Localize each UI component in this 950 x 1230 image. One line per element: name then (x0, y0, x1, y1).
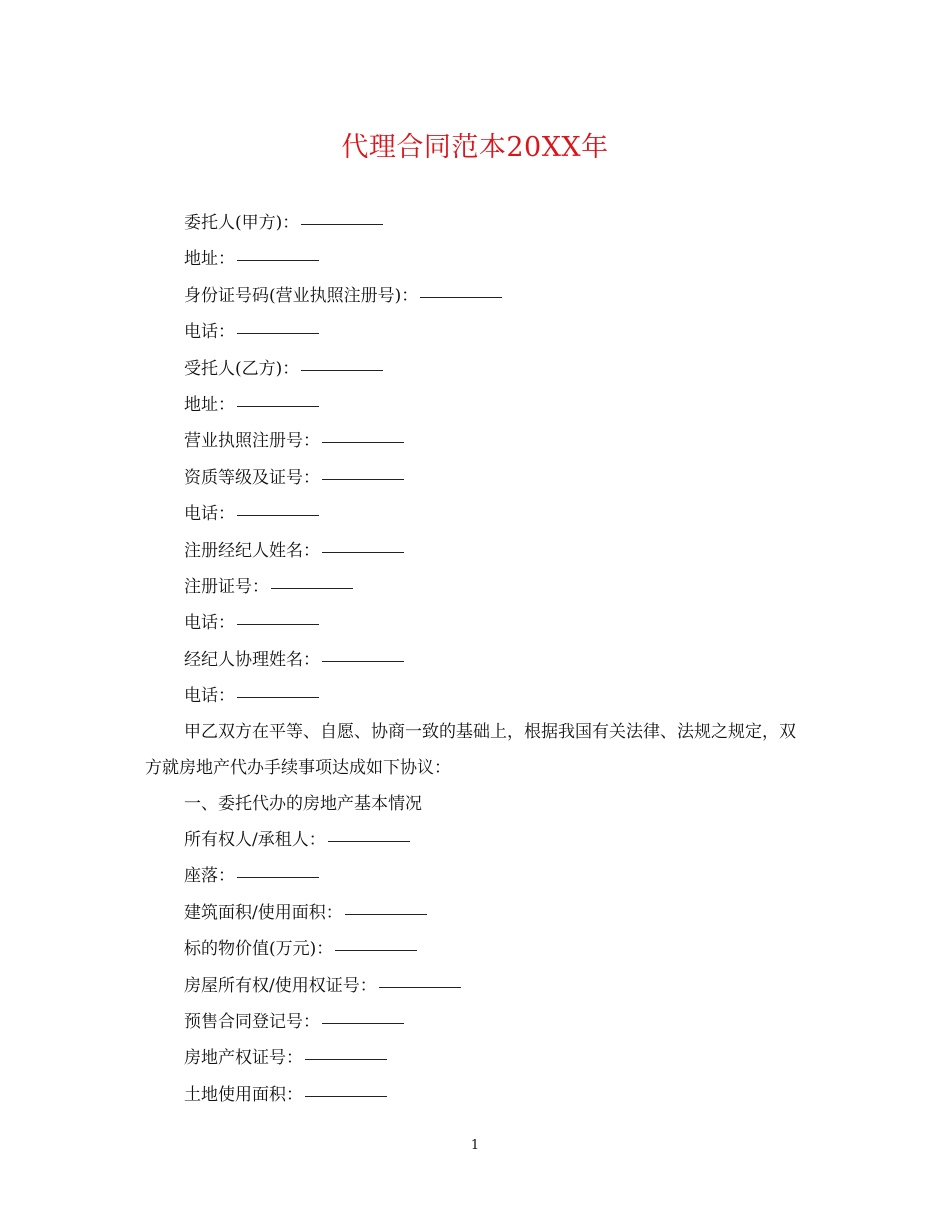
form-field-line (184, 931, 417, 967)
field-label: 营业执照注册号： (184, 431, 320, 452)
form-field-line (184, 278, 502, 314)
field-label: 地址： (184, 249, 235, 270)
field-label: 委托人(甲方)： (184, 213, 300, 233)
fill-in-blank (237, 332, 319, 334)
field-label: 受托人(乙方)： (184, 358, 300, 379)
fill-in-blank (237, 259, 319, 261)
page-number: 1 (470, 1138, 480, 1153)
form-field-line (184, 642, 404, 678)
fill-in-blank (237, 514, 319, 516)
fill-in-blank (237, 876, 319, 878)
fill-in-blank (301, 223, 383, 225)
form-field-line (184, 678, 319, 714)
fill-in-blank (322, 1022, 404, 1024)
fill-in-blank (305, 1058, 387, 1060)
form-field-line (184, 351, 383, 387)
field-label: 电话： (184, 504, 235, 525)
form-field-line (184, 205, 383, 241)
field-label: 标的物价值(万元)： (184, 939, 334, 960)
field-label: 注册经纪人姓名： (184, 540, 320, 561)
field-label: 电话： (184, 686, 235, 707)
field-label: 地址： (184, 395, 235, 415)
field-label: 身份证号码(营业执照注册号)： (184, 285, 419, 306)
form-field-line (184, 460, 404, 496)
field-label: 注册证号： (184, 577, 269, 597)
field-label: 房地产权证号： (184, 1048, 303, 1069)
form-field-line (184, 241, 319, 277)
field-label: 土地使用面积： (184, 1084, 303, 1105)
document-title: 代理合同范本20XX年 (341, 132, 609, 163)
fill-in-blank (322, 441, 404, 443)
intro-paragraph: 甲乙双方在平等、自愿、协商一致的基础上，根据我国有关法律、法规之规定，双方就房地产代办手续事项达成如下协议： (145, 722, 796, 778)
field-label: 建筑面积/使用面积： (184, 902, 343, 923)
field-label: 电话： (184, 322, 235, 343)
fill-in-blank (322, 478, 404, 480)
fill-in-blank (237, 623, 319, 625)
form-field-line (184, 314, 319, 350)
form-field-line (184, 968, 461, 1004)
field-label: 座落： (184, 866, 235, 887)
form-field-line (184, 423, 404, 459)
field-label: 资质等级及证号： (184, 467, 320, 488)
form-field-line (184, 1077, 387, 1113)
form-field-line (184, 533, 404, 569)
form-field-line (184, 1040, 387, 1076)
field-label: 所有权人/承租人： (184, 830, 326, 850)
fill-in-blank (345, 913, 427, 915)
fill-in-blank (379, 986, 461, 988)
fill-in-blank (237, 405, 319, 407)
form-field-line (184, 1004, 404, 1040)
form-field-line (184, 895, 427, 931)
field-label: 电话： (184, 613, 235, 634)
fill-in-blank (420, 296, 502, 298)
form-field-line (184, 569, 353, 605)
form-field-line (184, 605, 319, 641)
fill-in-blank (322, 660, 404, 662)
form-field-line (184, 822, 410, 858)
fill-in-blank (322, 551, 404, 553)
fill-in-blank (328, 840, 410, 842)
form-field-line (184, 858, 319, 894)
form-field-line (184, 387, 319, 423)
fill-in-blank (271, 587, 353, 589)
field-label: 房屋所有权/使用权证号： (184, 975, 377, 996)
section-1-heading: 一、委托代办的房地产基本情况 (184, 794, 422, 814)
fill-in-blank (305, 1095, 387, 1097)
field-label: 预售合同登记号： (184, 1012, 320, 1032)
fill-in-blank (301, 369, 383, 371)
fill-in-blank (335, 949, 417, 951)
fill-in-blank (237, 696, 319, 698)
form-field-line (184, 496, 319, 532)
field-label: 经纪人协理姓名： (184, 649, 320, 670)
